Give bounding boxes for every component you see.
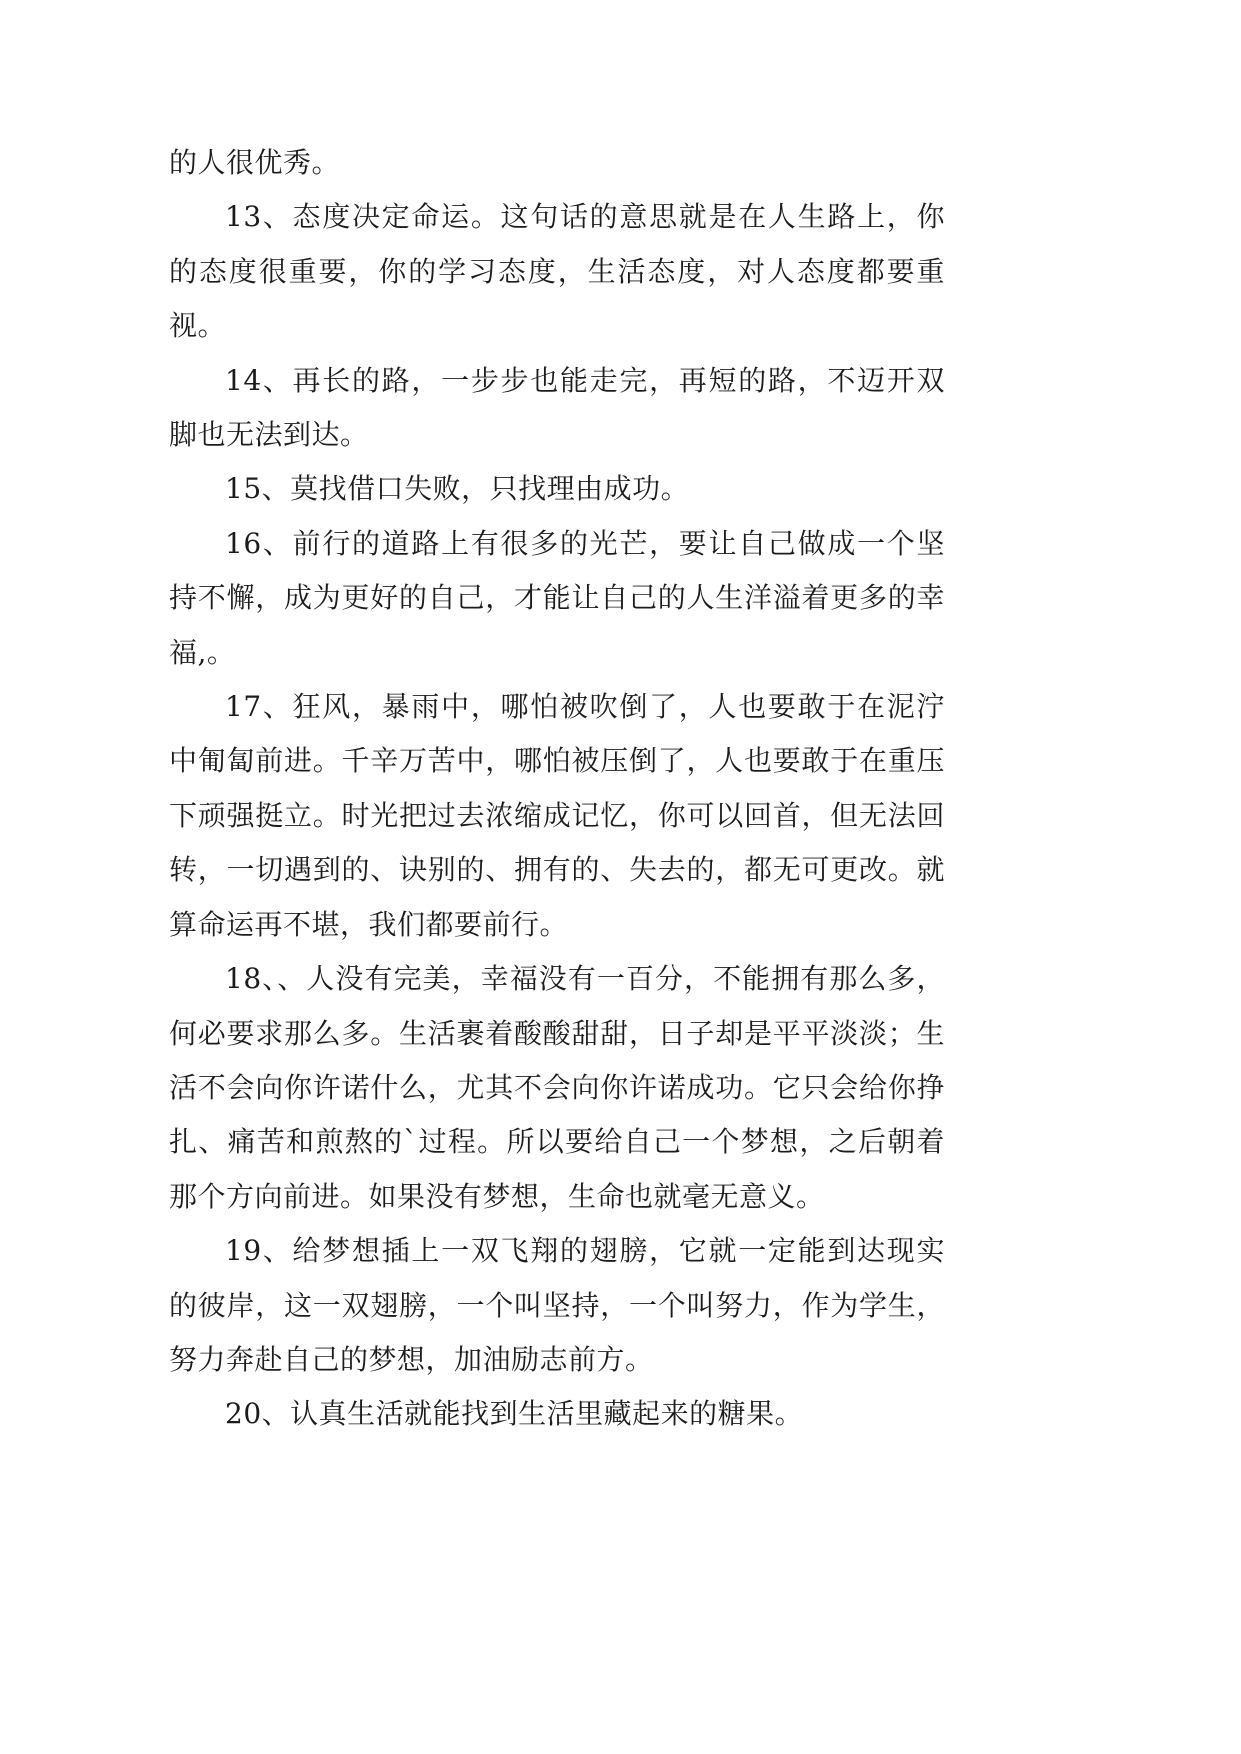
paragraph-continuation: 的人很优秀。 xyxy=(169,146,341,179)
paragraph-17: 17、狂风，暴雨中，哪怕被吹倒了，人也要敢于在泥泞中匍匐前进。千辛万苦中，哪怕被压倒了，人也要敢于在重压下顽强挺立。时光把过去浓缩成记忆，你可以回首，但无法回转，一切遇到的、诀别的、拥有的、失去的，都无可更改。就算命运再不堪，我们都要前行。 xyxy=(169,690,945,941)
paragraph-13: 13、态度决定命运。这句话的意思就是在人生路上，你的态度很重要，你的学习态度，生活态度，对人态度都要重视。 xyxy=(169,200,945,343)
paragraph-14: 14、再长的路，一步步也能走完，再短的路，不迈开双脚也无法到达。 xyxy=(169,363,945,452)
document-body xyxy=(169,136,945,1442)
paragraph-19: 19、给梦想插上一双飞翔的翅膀，它就一定能到达现实的彼岸，这一双翅膀，一个叫坚持，一个叫努力，作为学生，努力奔赴自己的梦想，加油励志前方。 xyxy=(169,1234,945,1376)
paragraph-20: 20、认真生活就能找到生活里藏起来的糖果。 xyxy=(225,1397,804,1431)
paragraph-16: 16、前行的道路上有很多的光芒，要让自己做成一个坚持不懈，成为更好的自己，才能让自己的人生洋溢着更多的幸福,。 xyxy=(169,526,945,669)
paragraph-18: 18、、人没有完美，幸福没有一百分，不能拥有那么多，何必要求那么多。生活裹着酸酸甜甜，日子却是平平淡淡；生活不会向你许诺什么，尤其不会向你许诺成功。它只会给你挣扎、痛苦和煎熬的`过程。所以要给自己一个梦想，之后朝着那个方向前进。如果没有梦想，生命也就毫无意义。 xyxy=(169,962,945,1213)
paragraph-15: 15、莫找借口失败，只找理由成功。 xyxy=(225,472,690,506)
